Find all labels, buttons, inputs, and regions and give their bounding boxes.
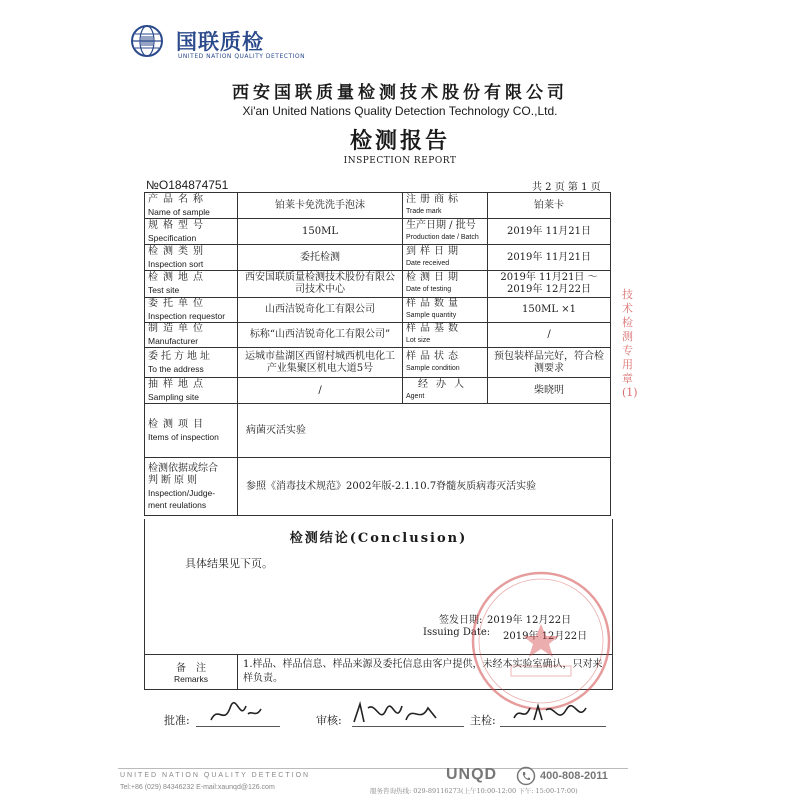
issuing-date-value: 2019年 12月22日 — [503, 631, 588, 642]
footer-brand: UNQD — [446, 766, 498, 783]
value-lot-size: / — [488, 323, 611, 348]
value-sort: 委托检测 — [238, 245, 403, 271]
label-regulations: 检测依据或综合 判断原则 Inspection/Judge- ment reulations — [145, 458, 238, 516]
value-items: 病菌灭活实验 — [238, 404, 611, 458]
value-manufacturer: 标称“山西洁锐奇化工有限公司” — [238, 323, 403, 348]
check-signature-line — [500, 726, 606, 727]
company-name-cn: 西安国联质量检测技术股份有限公司 — [232, 83, 568, 103]
value-condition: 预包装样品完好，符合检测要求 — [488, 348, 611, 378]
label-lot-size: 样品基数 Lot size — [403, 323, 488, 348]
phone-icon — [516, 766, 536, 786]
label-address: 委托方地址 To the address — [145, 348, 238, 378]
sign-date-value: 2019年 12月22日 — [487, 615, 572, 626]
check-label: 主检: — [470, 714, 496, 727]
label-agent: 经办人 Agent — [403, 378, 488, 404]
issuing-date-label: Issuing Date: — [423, 627, 491, 638]
company-name-en: Xi'an United Nations Quality Detection Technology CO.,Ltd. — [242, 104, 558, 118]
conclusion-text: 具体结果见下页。 — [185, 557, 273, 570]
check-signature-icon — [510, 700, 590, 728]
report-number: №O184874751 — [146, 178, 229, 192]
label-spec: 规格型号 Specification — [145, 219, 238, 245]
value-regulations: 参照《消毒技术规范》2002年版-2.1.10.7脊髓灰质病毒灭活实验 — [238, 458, 611, 516]
review-signature-line — [352, 726, 464, 727]
value-date-received: 2019年 11月21日 — [488, 245, 611, 271]
label-test-site: 检测地点 Test site — [145, 271, 238, 298]
label-trade-mark: 注册商标 Trade mark — [403, 193, 488, 219]
label-sampling-site: 抽样地点 Sampling site — [145, 378, 238, 404]
report-title-en: INSPECTION REPORT — [343, 156, 457, 166]
edge-seal-text: 技术检测专用章(1) — [622, 288, 638, 399]
footer-contact: Tel:+86 (029) 84346232 E-mail:xaunqd@126.com — [120, 784, 275, 791]
table-row — [145, 193, 611, 219]
value-trade-mark: 铂莱卡 — [488, 193, 611, 219]
remarks-label: 备 注 Remarks — [145, 655, 238, 689]
conclusion-title: 检测结论(Conclusion) — [289, 531, 468, 546]
footer-divider — [118, 768, 628, 769]
value-test-site: 西安国联质量检测技术股份有限公司技术中心 — [238, 271, 403, 298]
logo-name-en: UNITED NATION QUALITY DETECTION — [178, 53, 306, 60]
table-row — [145, 245, 611, 271]
value-spec: 150ML — [238, 219, 403, 245]
label-quantity: 样品数量 Sample quantity — [403, 298, 488, 323]
logo-name-cn: 国联质检 — [176, 30, 264, 54]
value-date-testing: 2019年 11月21日 ～ 2019年 12月22日 — [488, 271, 611, 298]
table-row — [145, 378, 611, 404]
sign-date-label: 签发日期: — [439, 615, 483, 626]
table-row — [145, 348, 611, 378]
review-signature-icon — [350, 700, 440, 728]
value-quantity: 150ML ×1 — [488, 298, 611, 323]
label-date-received: 到样日期 Date received — [403, 245, 488, 271]
value-address: 运城市盐湖区西留村城西机电化工产业集聚区机电大道5号 — [238, 348, 403, 378]
report-title-cn: 检测报告 — [349, 128, 450, 154]
value-product-name: 铂莱卡免洗洗手泡沫 — [238, 193, 403, 219]
value-requestor: 山西洁锐奇化工有限公司 — [238, 298, 403, 323]
value-sampling-site: / — [238, 378, 403, 404]
label-manufacturer: 制造单位 Manufacturer — [145, 323, 238, 348]
table-row — [145, 271, 611, 298]
table-row — [145, 323, 611, 348]
label-date-testing: 检测日期 Date of testing — [403, 271, 488, 298]
value-production-date: 2019年 11月21日 — [488, 219, 611, 245]
page-count: 共 2 页 第 1 页 — [532, 182, 601, 193]
remarks-text: 1.样品、样品信息、样品来源及委托信息由客户提供，未经本实验室确认，只对来样负责。 — [243, 659, 603, 684]
label-product-name: 产品名称 Name of sample — [145, 193, 238, 219]
review-label: 审核: — [316, 714, 342, 727]
approve-signature-icon — [206, 700, 266, 728]
globe-logo-icon — [130, 24, 164, 58]
approve-label: 批准: — [164, 714, 190, 727]
footer-service: 服务咨询热线: 029-89116273(上午10:00-12:00 下午: 15:00-17:00) — [370, 787, 578, 795]
table-row — [145, 298, 611, 323]
value-agent: 柴晓明 — [488, 378, 611, 404]
table-row — [145, 219, 611, 245]
label-items: 检测项目 Items of inspection — [145, 404, 238, 458]
footer-hotline: 400-808-2011 — [540, 770, 608, 782]
footer-org-name: UNITED NATION QUALITY DETECTION — [120, 772, 311, 779]
table-row — [145, 404, 611, 458]
label-production-date: 生产日期 / 批号 Production date / Batch — [403, 219, 488, 245]
info-table — [144, 192, 611, 516]
label-requestor: 委托单位 Inspection requestor — [145, 298, 238, 323]
label-sort: 检测类别 Inspection sort — [145, 245, 238, 271]
official-seal-icon — [466, 566, 616, 716]
approve-signature-line — [196, 726, 280, 727]
table-row — [145, 458, 611, 516]
label-condition: 样品状态 Sample condition — [403, 348, 488, 378]
